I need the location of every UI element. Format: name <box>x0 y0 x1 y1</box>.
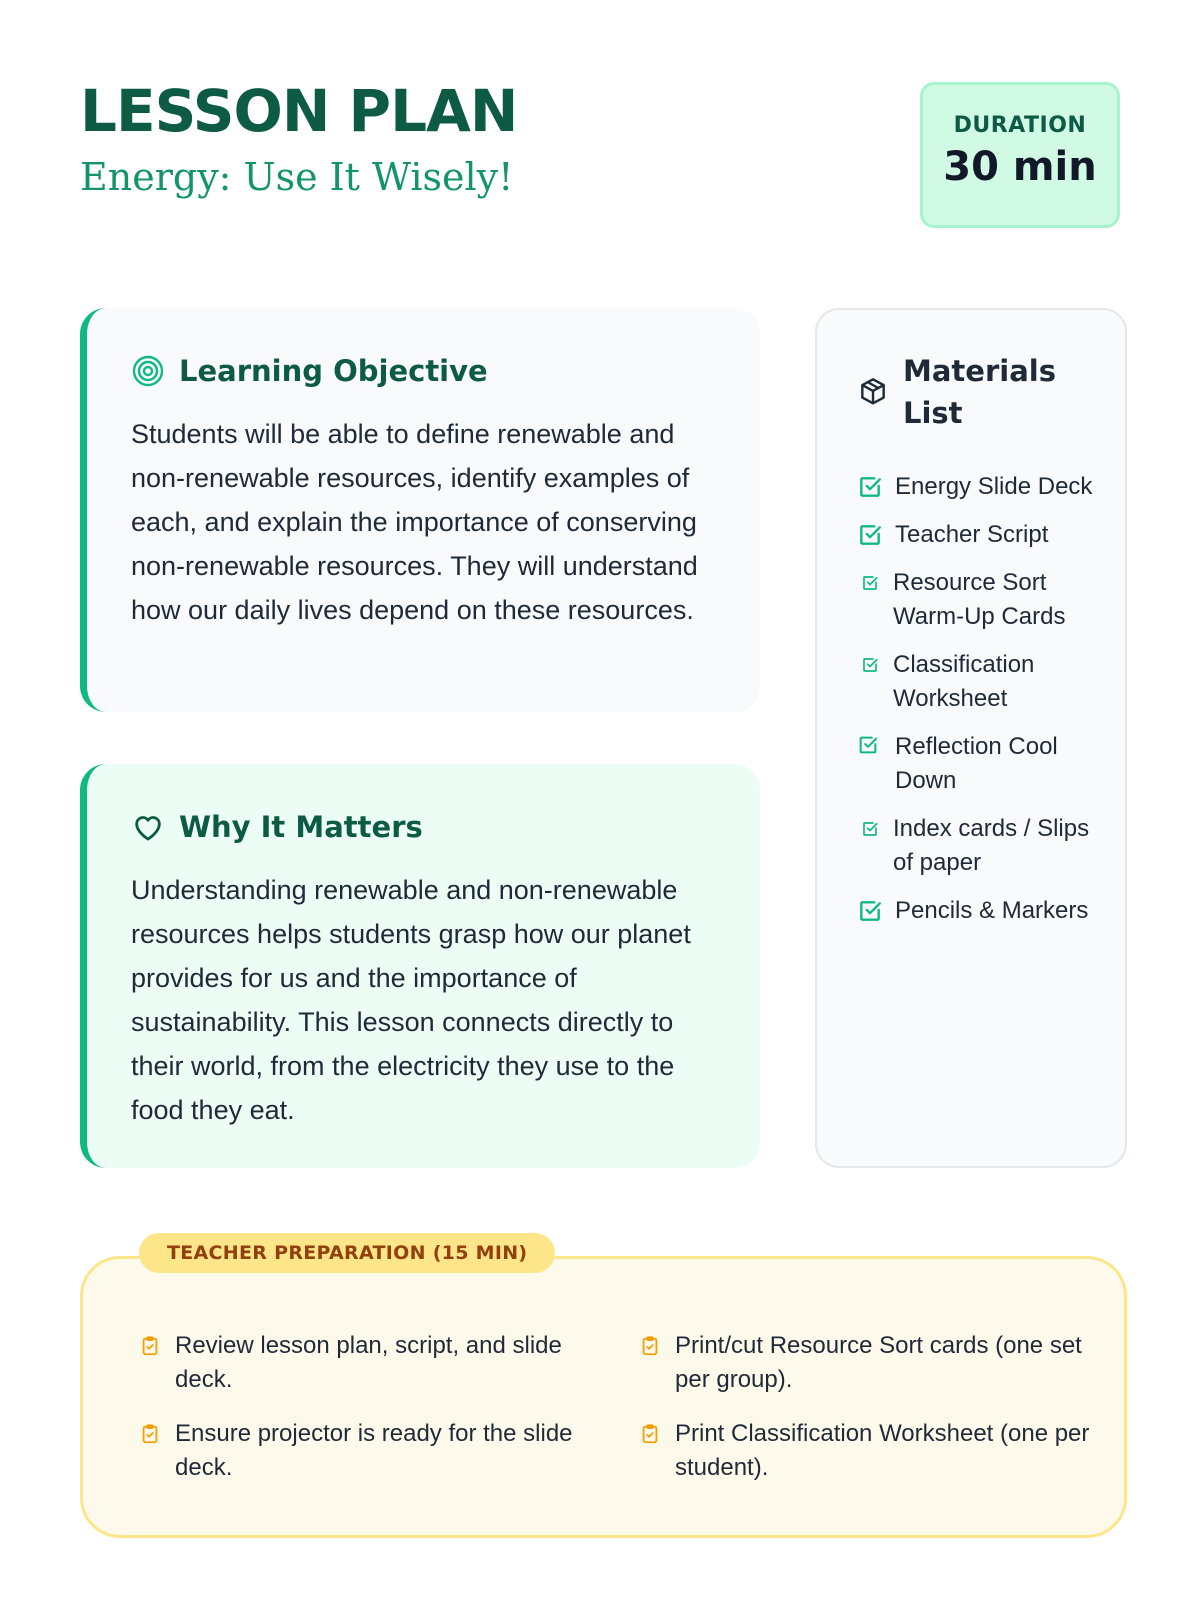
list-item <box>139 1329 619 1397</box>
learning-objective-title: Learning Objective <box>179 354 488 388</box>
list-item <box>857 518 1107 552</box>
material-label: Teacher Script <box>895 521 1049 548</box>
why-it-matters-header <box>131 810 423 844</box>
learning-objective-header <box>131 354 488 388</box>
prep-label: Print/cut Resource Sort cards (one set per group). <box>675 1332 1082 1393</box>
list-item <box>139 1417 619 1485</box>
checkbox-checked-icon <box>857 522 883 548</box>
prep-label: Review lesson plan, script, and slide deck. <box>175 1332 562 1393</box>
page-subtitle: Energy: Use It Wisely! <box>80 155 514 199</box>
duration-label: DURATION <box>953 113 1087 138</box>
checkbox-checked-icon <box>857 898 883 924</box>
target-icon <box>131 354 165 388</box>
material-label: Pencils & Markers <box>895 897 1089 924</box>
list-item <box>639 1417 1099 1485</box>
material-label: Resource Sort Warm-Up Cards <box>893 569 1066 630</box>
checkbox-checked-icon <box>861 656 879 674</box>
materials-list <box>857 470 1107 942</box>
material-label: Classification Worksheet <box>893 651 1035 712</box>
prep-label: Print Classification Worksheet (one per student). <box>675 1420 1090 1481</box>
clipboard-check-icon <box>639 1423 661 1445</box>
checkbox-checked-icon <box>857 734 883 760</box>
clipboard-check-icon <box>139 1335 161 1357</box>
materials-card <box>815 308 1127 1168</box>
list-item <box>857 812 1107 880</box>
clipboard-check-icon <box>139 1423 161 1445</box>
page-title: LESSON PLAN <box>80 77 518 145</box>
teacher-preparation-title: TEACHER PREPARATION (15 MIN) <box>139 1233 555 1273</box>
list-item <box>857 470 1107 504</box>
teacher-preparation-list <box>139 1329 1099 1485</box>
list-item <box>857 730 1107 798</box>
why-it-matters-card <box>80 764 760 1168</box>
page-header <box>80 78 1120 228</box>
duration-badge <box>920 82 1120 228</box>
why-it-matters-title: Why It Matters <box>179 810 423 844</box>
material-label: Index cards / Slips of paper <box>893 815 1090 876</box>
list-item <box>857 566 1107 634</box>
heart-icon <box>131 810 165 844</box>
checkbox-checked-icon <box>861 574 879 592</box>
material-label: Energy Slide Deck <box>895 473 1093 500</box>
why-it-matters-text: Understanding renewable and non-renewable resources helps students grasp how our planet provides for us and the importance of sustainability. This lesson connects directly to their world, from the electricity they use to the food they eat. <box>131 875 691 1125</box>
teacher-preparation-section <box>80 1242 1127 1538</box>
materials-title: Materials List <box>903 354 1056 430</box>
material-label: Reflection Cool Down <box>895 733 1058 794</box>
materials-header <box>857 350 1097 434</box>
prep-label: Ensure projector is ready for the slide deck. <box>175 1420 573 1481</box>
checkbox-checked-icon <box>857 474 883 500</box>
duration-value: 30 min <box>943 144 1097 190</box>
checkbox-checked-icon <box>861 820 879 838</box>
learning-objective-text: Students will be able to define renewable and non-renewable resources, identify examples of each, and explain the importance of conserving non-renewable resources. They will understand how our daily lives depend on these resources. <box>131 419 698 625</box>
list-item <box>857 894 1107 928</box>
learning-objective-card <box>80 308 760 712</box>
package-icon <box>857 376 889 408</box>
clipboard-check-icon <box>639 1335 661 1357</box>
list-item <box>639 1329 1099 1397</box>
list-item <box>857 648 1107 716</box>
